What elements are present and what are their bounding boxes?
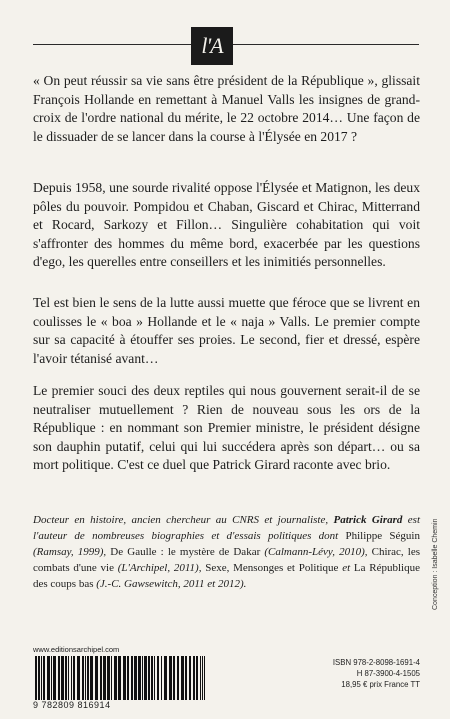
price: 18,95 € prix France TT (341, 680, 420, 689)
top-rule-right (233, 44, 419, 45)
bio-intro: Docteur en histoire, ancien chercheur au CNRS et journaliste, (33, 514, 334, 526)
book-title-4: Sexe, Mensonges et Politique (205, 562, 339, 574)
book-title-5: La République des coups bas (33, 562, 421, 590)
book-pub-2: (Calmann-Lévy, 2010), (260, 546, 372, 558)
publisher-url: www.editionsarchipel.com (33, 645, 120, 654)
barcode-digits: 9 782809 816914 (33, 700, 111, 710)
book-pub-3: (L'Archipel, 2011), (114, 562, 206, 574)
isbn-block (270, 657, 420, 690)
top-rule-left (33, 44, 191, 45)
barcode-icon (33, 656, 209, 700)
book-title-3: Chirac, les combats d'une vie (33, 546, 421, 574)
author-name: Patrick Girard (333, 514, 403, 526)
bio-works-intro: est l'auteur de nombreuses biographies et d'essais politiques dont (33, 514, 420, 542)
book-pub-1: (Ramsay, 1999), (33, 546, 111, 558)
paragraph-1: « On peut réussir sa vie sans être président de la République », glissait François Hollande en remettant à Manuel Valls les insignes de grand-croix de l'ordre national du mérite, le 22 octobre 2014… Une façon de le dissuader de se lancer dans la course à l'Élysée en 2017 ? (33, 73, 420, 144)
book-code: H 87-3900-4-1505 (356, 669, 420, 678)
paragraph-4: Le premier souci des deux reptiles qui nous gouvernent serait-il de se neutraliser mutuellement ? Rien de nouveau sous les ors de la République : en nommant son Premier ministre, le président désigne son dauphin putatif, celui qui lui succédera après son départ… ou sa mort politique. C'est ce duel que Patrick Girard raconte avec brio. (33, 383, 420, 473)
book-pub-5: (J.-C. Gawsewitch, 2011 et 2012). (93, 578, 247, 590)
book-title-2: De Gaulle : le mystère de Dakar (110, 546, 261, 558)
design-credit: Conception : Isabelle Chemin (432, 518, 439, 610)
paragraph-3: Tel est bien le sens de la lutte aussi muette que féroce que se livrent en coulisses le « boa » Hollande et le « naja » Valls. Le premier compte sur sa capacité à étouffer ses proies. Le second, fier et dressé, espère l'avoir tétanisé avant… (33, 295, 420, 366)
isbn: ISBN 978-2-8098-1691-4 (332, 658, 420, 667)
paragraph-2: Depuis 1958, une sourde rivalité oppose l'Élysée et Matignon, les deux pôles du pouvoir. Pompidou et Chaban, Giscard et Chirac, Mitterrand et Rocard, Sarkozy et Fillon… Singulière cohabitation qui voit s'affronter des hommes du même bord, exacerbée par les questions d'ego, les querelles entre conseillers et les inimitiés personnelles. (33, 180, 420, 270)
conj-et: et (338, 562, 354, 574)
book-title-1: Philippe Séguin (345, 530, 420, 542)
publisher-logo: l'A (191, 27, 233, 65)
author-bio (33, 512, 420, 592)
